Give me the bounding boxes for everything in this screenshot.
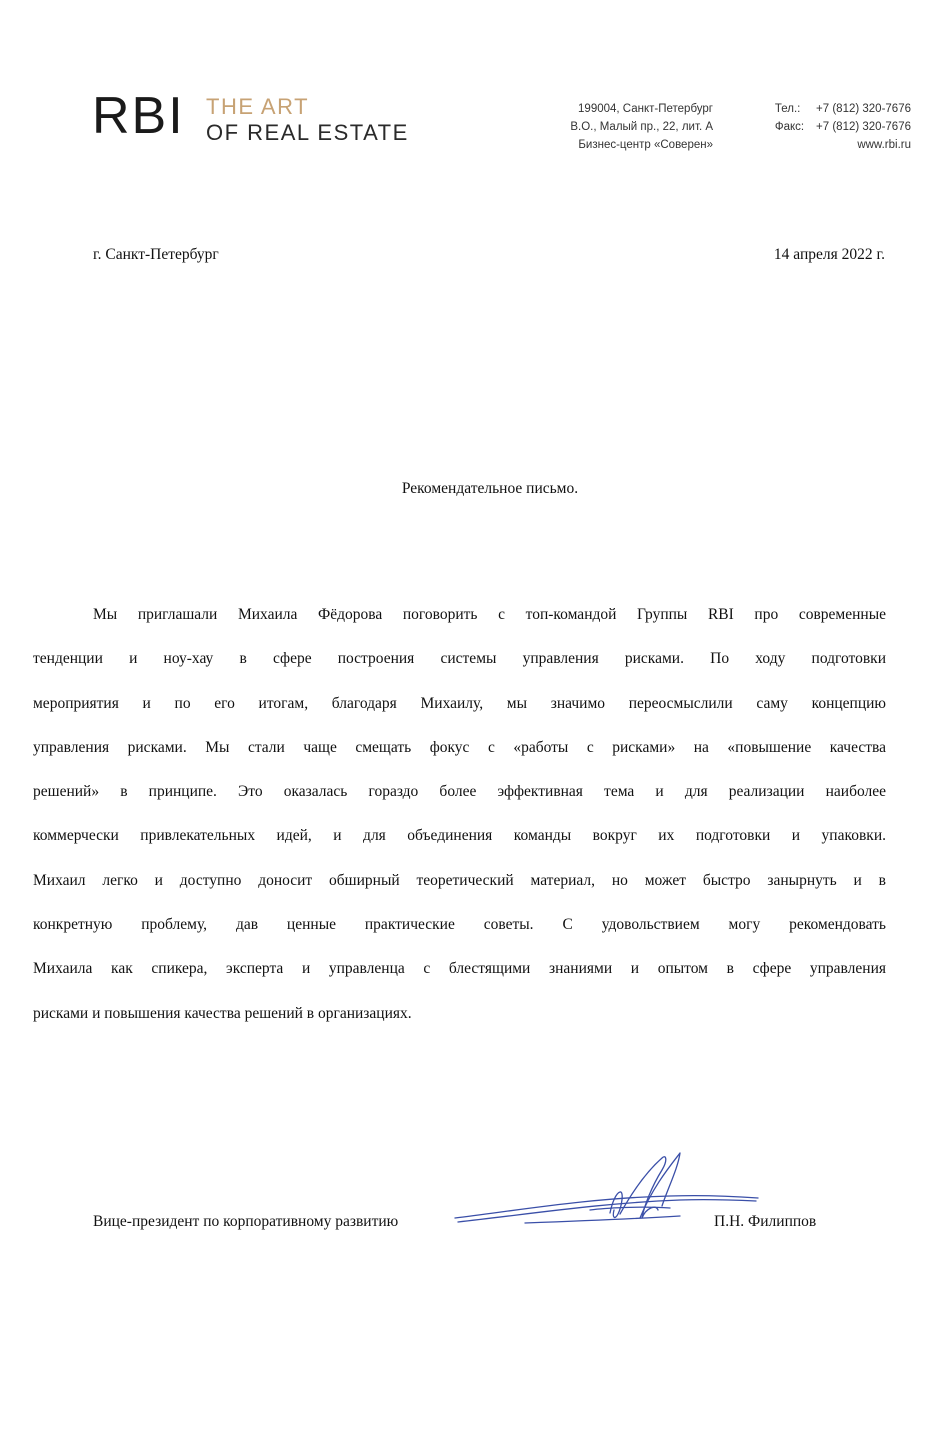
body-line: коммерчески привлекательных идей, и для объединения команды вокруг их подготовки и упаковки.: [33, 827, 886, 845]
fax-number: +7 (812) 320-7676: [816, 121, 911, 133]
body-line: Михаил легко и доступно доносит обширный теоретический материал, но может быстро занырнуть и в: [33, 871, 886, 889]
logo-tagline-line2: OF REAL ESTATE: [206, 120, 409, 145]
company-address: [570, 100, 713, 154]
body-line: решений» в принципе. Это оказалась гораздо более эффективная тема и для реализации наиболее: [33, 783, 886, 801]
phone-number: +7 (812) 320-7676: [816, 103, 911, 115]
letter-title: Рекомендательное письмо.: [401, 480, 579, 497]
letter-city: г. Санкт-Петербург: [93, 246, 219, 263]
signer-role: Вице-президент по корпоративному развитию: [93, 1213, 399, 1230]
logo-tagline-line1: THE ART: [206, 94, 310, 119]
letter-date: 14 апреля 2022 г.: [773, 246, 885, 263]
website: www.rbi.ru: [857, 139, 911, 151]
address-line: В.О., Малый пр., 22, лит. А: [570, 121, 713, 133]
phone-label: Тел.:: [774, 103, 801, 115]
body-line: конкретную проблему, дав ценные практические советы. С удовольствием могу рекомендовать: [33, 916, 886, 934]
signer-name: П.Н. Филиппов: [714, 1213, 817, 1230]
address-line: 199004, Санкт-Петербург: [578, 103, 713, 115]
body-line: Мы приглашали Михаила Фёдорова поговорить с топ-командой Группы RBI про современные: [93, 606, 886, 623]
body-line: тенденции и ноу-хау в сфере построения системы управления рисками. По ходу подготовки: [33, 650, 886, 668]
fax-label: Факс:: [774, 121, 805, 133]
company-contacts: [775, 100, 911, 154]
letter-body: [33, 593, 886, 1036]
body-line: управления рисками. Мы стали чаще смещать фокус с «работы с рисками» на «повышение качества: [33, 738, 886, 756]
address-line: Бизнес-центр «Соверен»: [578, 139, 713, 151]
body-line: рисками и повышения качества решений в организациях.: [33, 1004, 412, 1022]
logo-brand: RBI: [92, 87, 185, 145]
phone-row: [775, 100, 911, 118]
body-line: Михаила как спикера, эксперта и управленца с блестящими знаниями и опытом в сфере управления: [33, 960, 886, 978]
body-line: мероприятия и по его итогам, благодаря Михаилу, мы значимо переосмыслили саму концепцию: [33, 694, 886, 712]
fax-row: [775, 118, 911, 136]
